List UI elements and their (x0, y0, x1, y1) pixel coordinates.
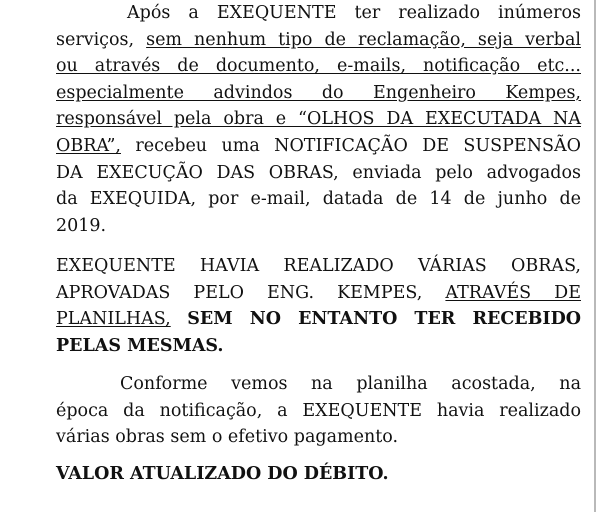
text-span: recebeu uma NOTIFICAÇÃO DE SUSPENSÃO (135, 135, 581, 156)
text-line: várias obras sem o efetivo pagamento. (56, 427, 399, 448)
text-line: Conforme vemos na planilha acostada, na (120, 374, 581, 394)
text-line (56, 333, 581, 360)
heading-debt-value (56, 461, 581, 488)
paragraph-works-approved (56, 253, 581, 359)
text-line (56, 80, 581, 107)
underlined-text: PLANILHAS, (56, 309, 171, 330)
text-line: da EXEQUIDA, por e-mail, datada de 14 de junho de (56, 189, 581, 210)
bold-text: VALOR ATUALIZADO DO DÉBITO. (56, 464, 389, 484)
underlined-text: OBRA”, (56, 135, 121, 156)
text-line: Após a EXEQUENTE ter realizado inúmeros (127, 3, 581, 23)
text-line (56, 27, 581, 54)
section-heading (56, 461, 581, 488)
underlined-text: ATRAVÉS DE (445, 282, 581, 303)
text-span: APROVADAS PELO ENG. KEMPES, (56, 282, 423, 303)
text-span: serviços, (56, 29, 135, 50)
page-edge-divider (594, 0, 596, 512)
text-line (56, 133, 581, 160)
bold-text: PELAS MESMAS. (56, 335, 224, 356)
underlined-text: responsável pela obra e “OLHOS DA EXECUTADA NA (56, 109, 581, 130)
bold-text: SEM NO ENTANTO TER RECEBIDO (187, 309, 581, 330)
text-line (56, 53, 581, 80)
text-line: DA EXECUÇÃO DAS OBRAS, enviada pelo advogados (56, 162, 581, 183)
text-line: EXEQUENTE HAVIA REALIZADO VÁRIAS OBRAS, (56, 256, 581, 276)
underlined-text: ou através de documento, e-mails, notificação etc... (56, 56, 581, 77)
text-line: 2019. (56, 215, 107, 236)
text-line (56, 280, 581, 307)
text-line (56, 306, 581, 333)
paragraph-spreadsheet (56, 371, 581, 451)
underlined-text: especialmente advindos do Engenheiro Kempes, (56, 82, 581, 103)
underlined-text: sem nenhum tipo de reclamação, seja verbal (146, 29, 581, 50)
text-line (56, 106, 581, 133)
paragraph-notification (56, 0, 581, 239)
text-line: época da notificação, a EXEQUENTE havia realizado (56, 400, 581, 421)
